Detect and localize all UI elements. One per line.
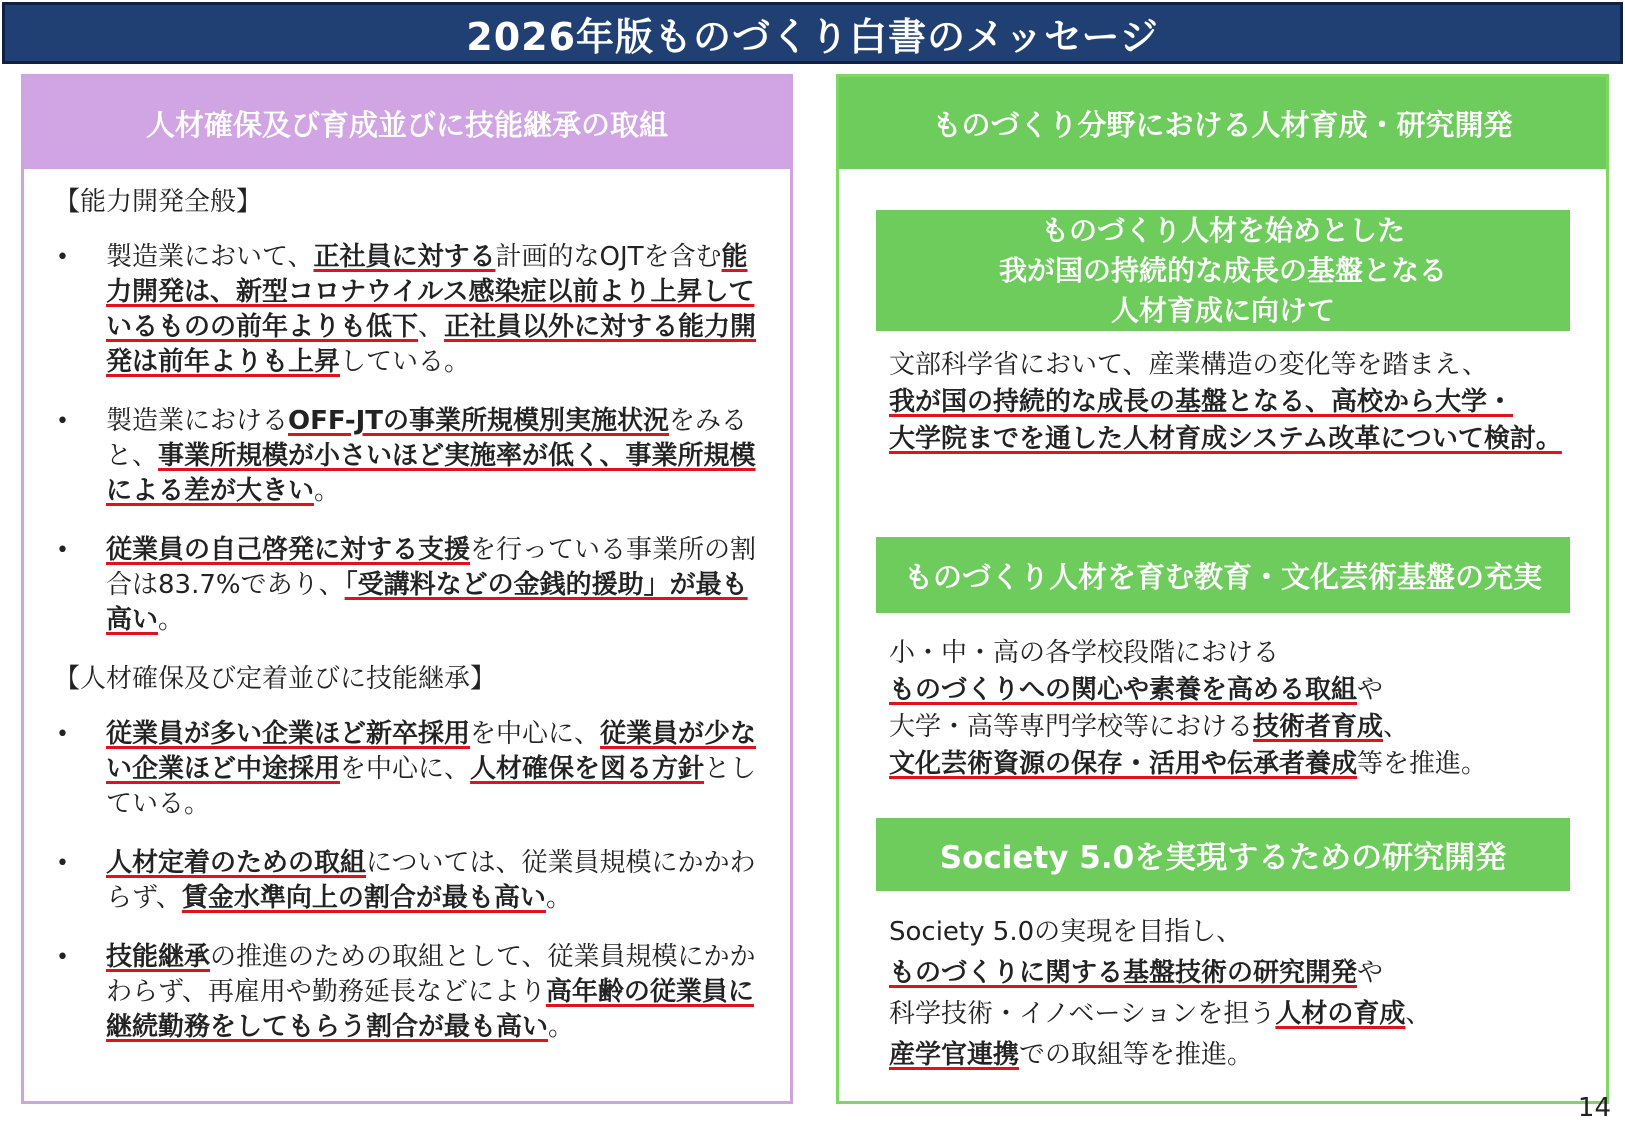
emphasis-text: OFF-JTの事業所規模別実施状況 bbox=[288, 406, 670, 436]
heading-line: Society 5.0を実現するための研究開発 bbox=[939, 840, 1507, 876]
emphasis-text: ものづくりに関する基盤技術の研究開発 bbox=[889, 958, 1358, 988]
body-text: 製造業における bbox=[106, 406, 289, 436]
body-text: 。 bbox=[548, 1012, 575, 1042]
emphasis-text: 従業員が少ない企業ほど中途採用 bbox=[106, 719, 757, 784]
body-text: 。 bbox=[545, 883, 572, 913]
heading-lines bbox=[904, 555, 1542, 596]
text-line bbox=[889, 384, 1579, 421]
block-heading-education-foundation bbox=[876, 210, 1570, 331]
right-panel bbox=[836, 74, 1609, 1104]
block-heading-culture-education bbox=[876, 537, 1570, 613]
emphasis-text: 賃金水準向上の割合が最も高い bbox=[181, 883, 546, 913]
bullet-item bbox=[54, 940, 770, 1045]
body-text: Society 5.0の実現を目指し、 bbox=[889, 917, 1243, 947]
emphasis-text: 人材の育成 bbox=[1275, 999, 1406, 1029]
text-line bbox=[889, 421, 1579, 458]
text-line bbox=[889, 953, 1579, 994]
body-text: としている。 bbox=[106, 754, 757, 819]
emphasis-text: 文化芸術資源の保存・活用や伝承者養成 bbox=[889, 749, 1358, 779]
page-title: 2026年版ものづくり白書のメッセージ bbox=[2, 2, 1623, 64]
left-panel bbox=[21, 74, 793, 1104]
bullet-item bbox=[54, 846, 770, 916]
section-label-recruitment-retention: 【人材確保及び定着並びに技能継承】 bbox=[54, 664, 497, 694]
bullet-dot-icon: • bbox=[56, 409, 69, 434]
body-text: 文部科学省において、産業構造の変化等を踏まえ、 bbox=[889, 350, 1489, 380]
emphasis-text: 正社員に対する bbox=[313, 242, 496, 272]
block-text-culture-education bbox=[889, 635, 1579, 783]
body-text: については、従業員規模にかかわらず、 bbox=[106, 848, 756, 913]
emphasis-text: 技術者育成 bbox=[1253, 712, 1384, 742]
emphasis-text: 能力開発は、新型コロナウイルス感染症以前より上昇しているものの前年よりも低下 bbox=[106, 242, 755, 342]
left-panel-header: 人材確保及び育成並びに技能継承の取組 bbox=[24, 77, 790, 169]
emphasis-text: 従業員の自己啓発に対する支援 bbox=[106, 535, 471, 565]
body-text: 、 bbox=[1383, 712, 1410, 742]
heading-line: ものづくり人材を育む教育・文化芸術基盤の充実 bbox=[903, 559, 1542, 594]
body-text: 。 bbox=[314, 476, 341, 506]
left-panel-body bbox=[24, 169, 790, 1045]
body-text: している。 bbox=[340, 347, 471, 377]
body-text: を行っている事業所の割合は83.7%であり、 bbox=[106, 535, 757, 600]
emphasis-text: 大学院までを通した人材育成システム改革について検討。 bbox=[889, 424, 1562, 454]
bullet-dot-icon: • bbox=[56, 722, 69, 747]
body-text: の推進のための取組として、従業員規模にかかわらず、再雇用や勤務延長などにより bbox=[106, 942, 756, 1007]
emphasis-text: 我が国の持続的な成長の基盤となる、高校から大学・ bbox=[889, 387, 1514, 417]
bullet-dot-icon: • bbox=[56, 538, 69, 563]
body-text: や bbox=[1357, 958, 1384, 988]
body-text: 計画的なOJTを含む bbox=[495, 242, 722, 272]
bullet-dot-icon: • bbox=[56, 245, 69, 270]
text-line bbox=[889, 1035, 1579, 1076]
heading-line: 人材育成に向けて bbox=[1110, 293, 1335, 327]
block-heading-society5-research bbox=[876, 818, 1570, 891]
right-panel-header: ものづくり分野における人材育成・研究開発 bbox=[839, 77, 1606, 169]
body-text: 、 bbox=[1405, 999, 1432, 1029]
text-line bbox=[889, 635, 1579, 672]
text-line bbox=[889, 672, 1579, 709]
emphasis-text: 人材定着のための取組 bbox=[106, 848, 367, 878]
bullet-dot-icon: • bbox=[56, 851, 69, 876]
bullet-list-recruitment-retention bbox=[54, 717, 770, 1045]
bullet-item bbox=[54, 717, 770, 822]
emphasis-text: 技能継承 bbox=[106, 942, 211, 972]
body-text: 製造業において、 bbox=[106, 242, 314, 272]
emphasis-text: 人材確保を図る方針 bbox=[470, 754, 705, 784]
heading-line: 我が国の持続的な成長の基盤となる bbox=[998, 253, 1447, 287]
text-line bbox=[889, 994, 1579, 1035]
body-text: 等を推進。 bbox=[1357, 749, 1488, 779]
heading-line: ものづくり人材を始めとした bbox=[1040, 213, 1405, 247]
body-text: での取組等を推進。 bbox=[1019, 1040, 1254, 1070]
emphasis-text: 事業所規模が小さいほど実施率が低く、事業所規模による差が大きい bbox=[106, 441, 756, 506]
bullet-dot-icon: • bbox=[56, 945, 69, 970]
body-text: 、 bbox=[418, 312, 445, 342]
body-text: を中心に、 bbox=[470, 719, 601, 749]
emphasis-text: 「受講料などの金銭的援助」が最も高い bbox=[106, 570, 748, 635]
section-label-ability-development: 【能力開発全般】 bbox=[54, 187, 263, 217]
body-text: を中心に、 bbox=[340, 754, 471, 784]
emphasis-text: ものづくりへの関心や素養を高める取組 bbox=[889, 675, 1358, 705]
heading-lines bbox=[999, 211, 1447, 331]
emphasis-text: 従業員が多い企業ほど新卒採用 bbox=[106, 719, 471, 749]
block-text-education-foundation bbox=[889, 347, 1579, 458]
bullet-item bbox=[54, 240, 770, 380]
heading-lines bbox=[940, 832, 1506, 877]
text-line bbox=[889, 347, 1579, 384]
emphasis-text: 高年齢の従業員に継続勤務をしてもらう割合が最も高い bbox=[106, 977, 754, 1042]
bullet-list-ability-development bbox=[54, 240, 770, 638]
text-line bbox=[889, 746, 1579, 783]
body-text: をみると、 bbox=[106, 406, 748, 471]
emphasis-text: 産学官連携 bbox=[889, 1040, 1020, 1070]
emphasis-text: 正社員以外に対する能力開発は前年よりも上昇 bbox=[106, 312, 757, 377]
page-number: 14 bbox=[1577, 1093, 1611, 1123]
body-text: 小・中・高の各学校段階における bbox=[889, 638, 1280, 668]
text-line bbox=[889, 912, 1579, 953]
body-text: 大学・高等専門学校等における bbox=[889, 712, 1254, 742]
body-text: 。 bbox=[158, 605, 185, 635]
body-text: や bbox=[1357, 675, 1384, 705]
block-text-society5-research bbox=[889, 912, 1579, 1076]
bullet-item bbox=[54, 533, 770, 638]
bullet-item bbox=[54, 404, 770, 509]
text-line bbox=[889, 709, 1579, 746]
body-text: 科学技術・イノベーションを担う bbox=[889, 999, 1276, 1029]
